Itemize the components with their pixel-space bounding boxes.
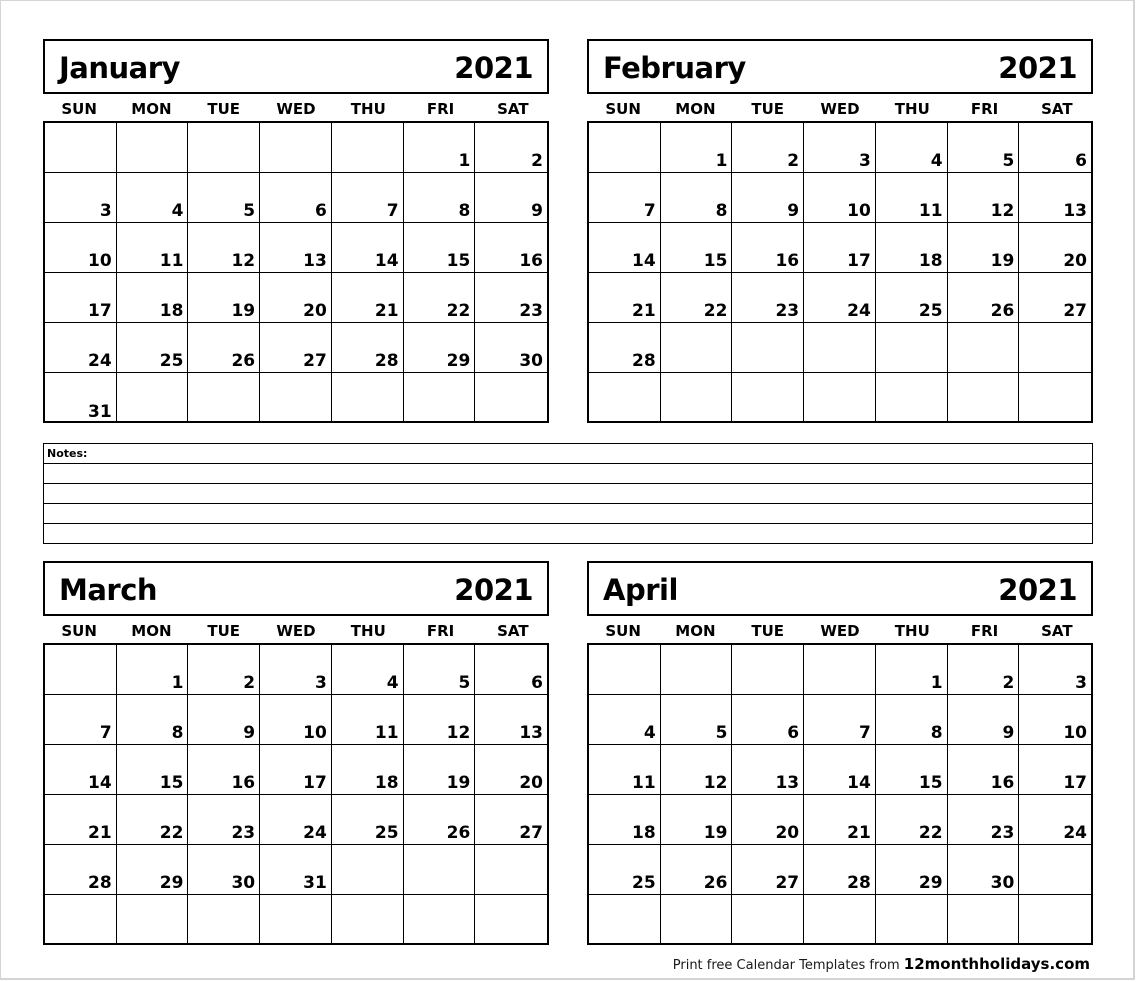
month-header (43, 39, 549, 94)
day-cell[interactable] (475, 845, 547, 895)
month-april (587, 561, 1093, 945)
day-cell[interactable]: 12 (948, 173, 1020, 223)
day-cell[interactable] (948, 895, 1020, 945)
month-year: 2021 (998, 573, 1077, 607)
day-cell[interactable]: 18 (332, 745, 404, 795)
day-cell[interactable] (661, 323, 733, 373)
day-cell[interactable] (948, 373, 1020, 423)
day-cell[interactable]: 29 (404, 323, 476, 373)
day-cell[interactable]: 28 (589, 323, 661, 373)
day-cell[interactable]: 21 (804, 795, 876, 845)
day-cell[interactable] (589, 373, 661, 423)
day-cell[interactable]: 15 (661, 223, 733, 273)
day-cell[interactable]: 16 (475, 223, 547, 273)
day-cell[interactable] (260, 123, 332, 173)
day-cell[interactable]: 18 (876, 223, 948, 273)
day-cell[interactable]: 23 (475, 273, 547, 323)
day-cell[interactable]: 29 (117, 845, 189, 895)
day-cell[interactable] (804, 373, 876, 423)
day-cell[interactable]: 9 (188, 695, 260, 745)
day-cell[interactable] (732, 373, 804, 423)
day-cell[interactable] (117, 123, 189, 173)
day-cell[interactable] (1019, 895, 1091, 945)
weekday-header-row (43, 94, 549, 121)
day-cell[interactable] (475, 373, 547, 423)
day-grid (43, 643, 549, 945)
day-cell[interactable]: 19 (404, 745, 476, 795)
day-cell[interactable] (804, 895, 876, 945)
notes-label-row[interactable] (44, 444, 1092, 464)
day-cell[interactable]: 2 (948, 645, 1020, 695)
weekday-label: MON (131, 621, 172, 640)
day-cell[interactable]: 6 (260, 173, 332, 223)
weekday-label: TUE (751, 99, 785, 118)
day-cell[interactable]: 12 (188, 223, 260, 273)
day-cell[interactable]: 5 (188, 173, 260, 223)
day-cell[interactable]: 7 (45, 695, 117, 745)
day-cell[interactable] (117, 895, 189, 945)
day-cell[interactable] (1019, 323, 1091, 373)
month-header (587, 561, 1093, 616)
day-cell[interactable] (732, 895, 804, 945)
weekday-label: TUE (207, 621, 241, 640)
notes-line[interactable] (44, 524, 1092, 544)
month-year: 2021 (454, 51, 533, 85)
day-cell[interactable]: 12 (661, 745, 733, 795)
day-cell[interactable]: 16 (188, 745, 260, 795)
day-cell[interactable]: 10 (260, 695, 332, 745)
footer-text: Print free Calendar Templates from (672, 958, 900, 973)
day-cell[interactable]: 17 (804, 223, 876, 273)
day-cell[interactable]: 27 (260, 323, 332, 373)
day-cell[interactable]: 20 (1019, 223, 1091, 273)
day-cell[interactable] (45, 895, 117, 945)
day-cell[interactable]: 28 (45, 845, 117, 895)
day-cell[interactable]: 11 (332, 695, 404, 745)
day-cell[interactable]: 8 (661, 173, 733, 223)
day-cell[interactable] (475, 895, 547, 945)
day-cell[interactable] (404, 845, 476, 895)
footer-credit (673, 955, 1090, 973)
day-cell[interactable]: 24 (804, 273, 876, 323)
weekday-label: SAT (1041, 621, 1073, 640)
day-cell[interactable]: 26 (404, 795, 476, 845)
weekday-label: WED (276, 621, 316, 640)
day-cell[interactable]: 14 (589, 223, 661, 273)
day-cell[interactable]: 30 (475, 323, 547, 373)
day-cell[interactable]: 25 (876, 273, 948, 323)
day-cell[interactable] (260, 895, 332, 945)
day-cell[interactable]: 9 (475, 173, 547, 223)
day-cell[interactable]: 4 (589, 695, 661, 745)
day-cell[interactable]: 6 (1019, 123, 1091, 173)
notes-line[interactable] (44, 504, 1092, 524)
weekday-label: MON (131, 99, 172, 118)
month-title: March (59, 573, 158, 607)
day-cell[interactable]: 13 (260, 223, 332, 273)
day-cell[interactable]: 26 (188, 323, 260, 373)
weekday-header-row (43, 616, 549, 643)
day-cell[interactable] (188, 895, 260, 945)
month-title: February (603, 51, 746, 85)
weekday-label: FRI (426, 621, 455, 640)
day-cell[interactable]: 25 (117, 323, 189, 373)
day-cell[interactable] (45, 645, 117, 695)
month-march (43, 561, 549, 945)
day-cell[interactable]: 3 (260, 645, 332, 695)
day-cell[interactable] (589, 895, 661, 945)
day-cell[interactable]: 4 (876, 123, 948, 173)
day-cell[interactable]: 16 (732, 223, 804, 273)
month-title: April (603, 573, 678, 607)
day-cell[interactable] (732, 323, 804, 373)
day-cell[interactable] (332, 123, 404, 173)
day-cell[interactable] (876, 373, 948, 423)
day-cell[interactable]: 3 (1019, 645, 1091, 695)
day-cell[interactable]: 14 (332, 223, 404, 273)
day-cell[interactable] (117, 373, 189, 423)
day-cell[interactable]: 31 (45, 373, 117, 423)
day-cell[interactable]: 29 (876, 845, 948, 895)
day-cell[interactable] (589, 645, 661, 695)
day-grid (587, 121, 1093, 423)
day-cell[interactable]: 6 (732, 695, 804, 745)
day-cell[interactable]: 1 (117, 645, 189, 695)
day-cell[interactable] (404, 895, 476, 945)
day-cell[interactable]: 14 (804, 745, 876, 795)
day-cell[interactable]: 27 (475, 795, 547, 845)
day-cell[interactable]: 30 (188, 845, 260, 895)
month-year: 2021 (454, 573, 533, 607)
weekday-label: WED (276, 99, 316, 118)
day-cell[interactable]: 18 (117, 273, 189, 323)
day-cell[interactable]: 26 (948, 273, 1020, 323)
day-cell[interactable]: 5 (661, 695, 733, 745)
day-cell[interactable]: 21 (45, 795, 117, 845)
day-cell[interactable]: 1 (661, 123, 733, 173)
day-cell[interactable]: 10 (804, 173, 876, 223)
day-cell[interactable]: 22 (404, 273, 476, 323)
weekday-label: SAT (497, 621, 529, 640)
day-cell[interactable]: 22 (661, 273, 733, 323)
day-cell[interactable]: 15 (117, 745, 189, 795)
day-cell[interactable]: 6 (475, 645, 547, 695)
day-cell[interactable] (661, 645, 733, 695)
day-cell[interactable]: 28 (804, 845, 876, 895)
weekday-label: SUN (605, 621, 641, 640)
day-cell[interactable]: 1 (876, 645, 948, 695)
day-cell[interactable] (404, 373, 476, 423)
day-cell[interactable] (332, 373, 404, 423)
day-cell[interactable]: 12 (404, 695, 476, 745)
notes-label: Notes: (47, 447, 88, 460)
day-cell[interactable]: 7 (804, 695, 876, 745)
day-cell[interactable]: 23 (188, 795, 260, 845)
day-cell[interactable]: 13 (475, 695, 547, 745)
weekday-label: FRI (426, 99, 455, 118)
day-cell[interactable]: 3 (804, 123, 876, 173)
weekday-label: THU (894, 621, 930, 640)
day-cell[interactable]: 2 (188, 645, 260, 695)
day-cell[interactable] (876, 895, 948, 945)
notes-line[interactable] (44, 484, 1092, 504)
day-cell[interactable] (804, 645, 876, 695)
day-cell[interactable] (332, 895, 404, 945)
day-cell[interactable]: 2 (475, 123, 547, 173)
day-cell[interactable] (1019, 845, 1091, 895)
weekday-label: MON (675, 99, 716, 118)
month-title: January (59, 51, 180, 85)
weekday-label: SAT (1041, 99, 1073, 118)
day-cell[interactable]: 20 (260, 273, 332, 323)
day-cell[interactable]: 11 (589, 745, 661, 795)
footer-site-link[interactable]: 12monthholidays.com (903, 955, 1090, 973)
day-cell[interactable]: 2 (732, 123, 804, 173)
weekday-label: WED (820, 99, 860, 118)
day-cell[interactable]: 18 (589, 795, 661, 845)
weekday-label: MON (675, 621, 716, 640)
day-cell[interactable]: 25 (332, 795, 404, 845)
day-cell[interactable] (948, 323, 1020, 373)
day-cell[interactable]: 24 (45, 323, 117, 373)
day-cell[interactable] (804, 323, 876, 373)
day-cell[interactable]: 10 (45, 223, 117, 273)
month-january (43, 39, 549, 423)
day-cell[interactable]: 27 (1019, 273, 1091, 323)
month-february (587, 39, 1093, 423)
weekday-label: SUN (61, 99, 97, 118)
day-grid (587, 643, 1093, 945)
month-header (587, 39, 1093, 94)
day-cell[interactable]: 22 (117, 795, 189, 845)
day-cell[interactable]: 8 (117, 695, 189, 745)
weekday-label: TUE (751, 621, 785, 640)
weekday-label: FRI (970, 621, 999, 640)
notes-line[interactable] (44, 464, 1092, 484)
weekday-label: WED (820, 621, 860, 640)
day-cell[interactable]: 28 (332, 323, 404, 373)
day-cell[interactable]: 10 (1019, 695, 1091, 745)
notes-box[interactable] (43, 443, 1093, 544)
weekday-label: THU (350, 99, 386, 118)
day-cell[interactable]: 5 (948, 123, 1020, 173)
weekday-header-row (587, 616, 1093, 643)
day-cell[interactable]: 7 (332, 173, 404, 223)
day-cell[interactable]: 17 (260, 745, 332, 795)
day-cell[interactable]: 31 (260, 845, 332, 895)
day-cell[interactable]: 11 (876, 173, 948, 223)
day-cell[interactable]: 25 (589, 845, 661, 895)
day-cell[interactable]: 17 (1019, 745, 1091, 795)
weekday-label: SAT (497, 99, 529, 118)
day-cell[interactable]: 20 (475, 745, 547, 795)
day-cell[interactable]: 14 (45, 745, 117, 795)
weekday-label: TUE (207, 99, 241, 118)
day-cell[interactable]: 24 (260, 795, 332, 845)
day-cell[interactable] (260, 373, 332, 423)
day-cell[interactable]: 19 (948, 223, 1020, 273)
day-cell[interactable]: 15 (404, 223, 476, 273)
day-cell[interactable] (188, 123, 260, 173)
day-cell[interactable]: 17 (45, 273, 117, 323)
day-cell[interactable] (45, 123, 117, 173)
day-cell[interactable]: 21 (589, 273, 661, 323)
weekday-label: SUN (605, 99, 641, 118)
day-cell[interactable] (876, 323, 948, 373)
weekday-label: THU (350, 621, 386, 640)
weekday-label: FRI (970, 99, 999, 118)
day-cell[interactable]: 19 (188, 273, 260, 323)
day-cell[interactable] (1019, 373, 1091, 423)
day-cell[interactable]: 20 (732, 795, 804, 845)
day-cell[interactable]: 23 (732, 273, 804, 323)
day-cell[interactable]: 21 (332, 273, 404, 323)
day-cell[interactable]: 9 (732, 173, 804, 223)
day-cell[interactable]: 1 (404, 123, 476, 173)
day-cell[interactable] (661, 895, 733, 945)
month-header (43, 561, 549, 616)
day-cell[interactable]: 27 (732, 845, 804, 895)
day-cell[interactable]: 8 (876, 695, 948, 745)
day-cell[interactable]: 13 (1019, 173, 1091, 223)
day-cell[interactable]: 7 (589, 173, 661, 223)
day-grid (43, 121, 549, 423)
day-cell[interactable] (332, 845, 404, 895)
weekday-label: THU (894, 99, 930, 118)
day-cell[interactable]: 4 (117, 173, 189, 223)
weekday-header-row (587, 94, 1093, 121)
day-cell[interactable]: 8 (404, 173, 476, 223)
day-cell[interactable]: 15 (876, 745, 948, 795)
day-cell[interactable]: 24 (1019, 795, 1091, 845)
day-cell[interactable]: 30 (948, 845, 1020, 895)
day-cell[interactable] (589, 123, 661, 173)
day-cell[interactable]: 26 (661, 845, 733, 895)
month-year: 2021 (998, 51, 1077, 85)
day-cell[interactable] (661, 373, 733, 423)
day-cell[interactable]: 23 (948, 795, 1020, 845)
day-cell[interactable]: 3 (45, 173, 117, 223)
day-cell[interactable]: 11 (117, 223, 189, 273)
day-cell[interactable]: 16 (948, 745, 1020, 795)
day-cell[interactable] (188, 373, 260, 423)
day-cell[interactable]: 4 (332, 645, 404, 695)
day-cell[interactable]: 22 (876, 795, 948, 845)
weekday-label: SUN (61, 621, 97, 640)
day-cell[interactable]: 9 (948, 695, 1020, 745)
day-cell[interactable] (732, 645, 804, 695)
day-cell[interactable]: 13 (732, 745, 804, 795)
day-cell[interactable]: 5 (404, 645, 476, 695)
day-cell[interactable]: 19 (661, 795, 733, 845)
